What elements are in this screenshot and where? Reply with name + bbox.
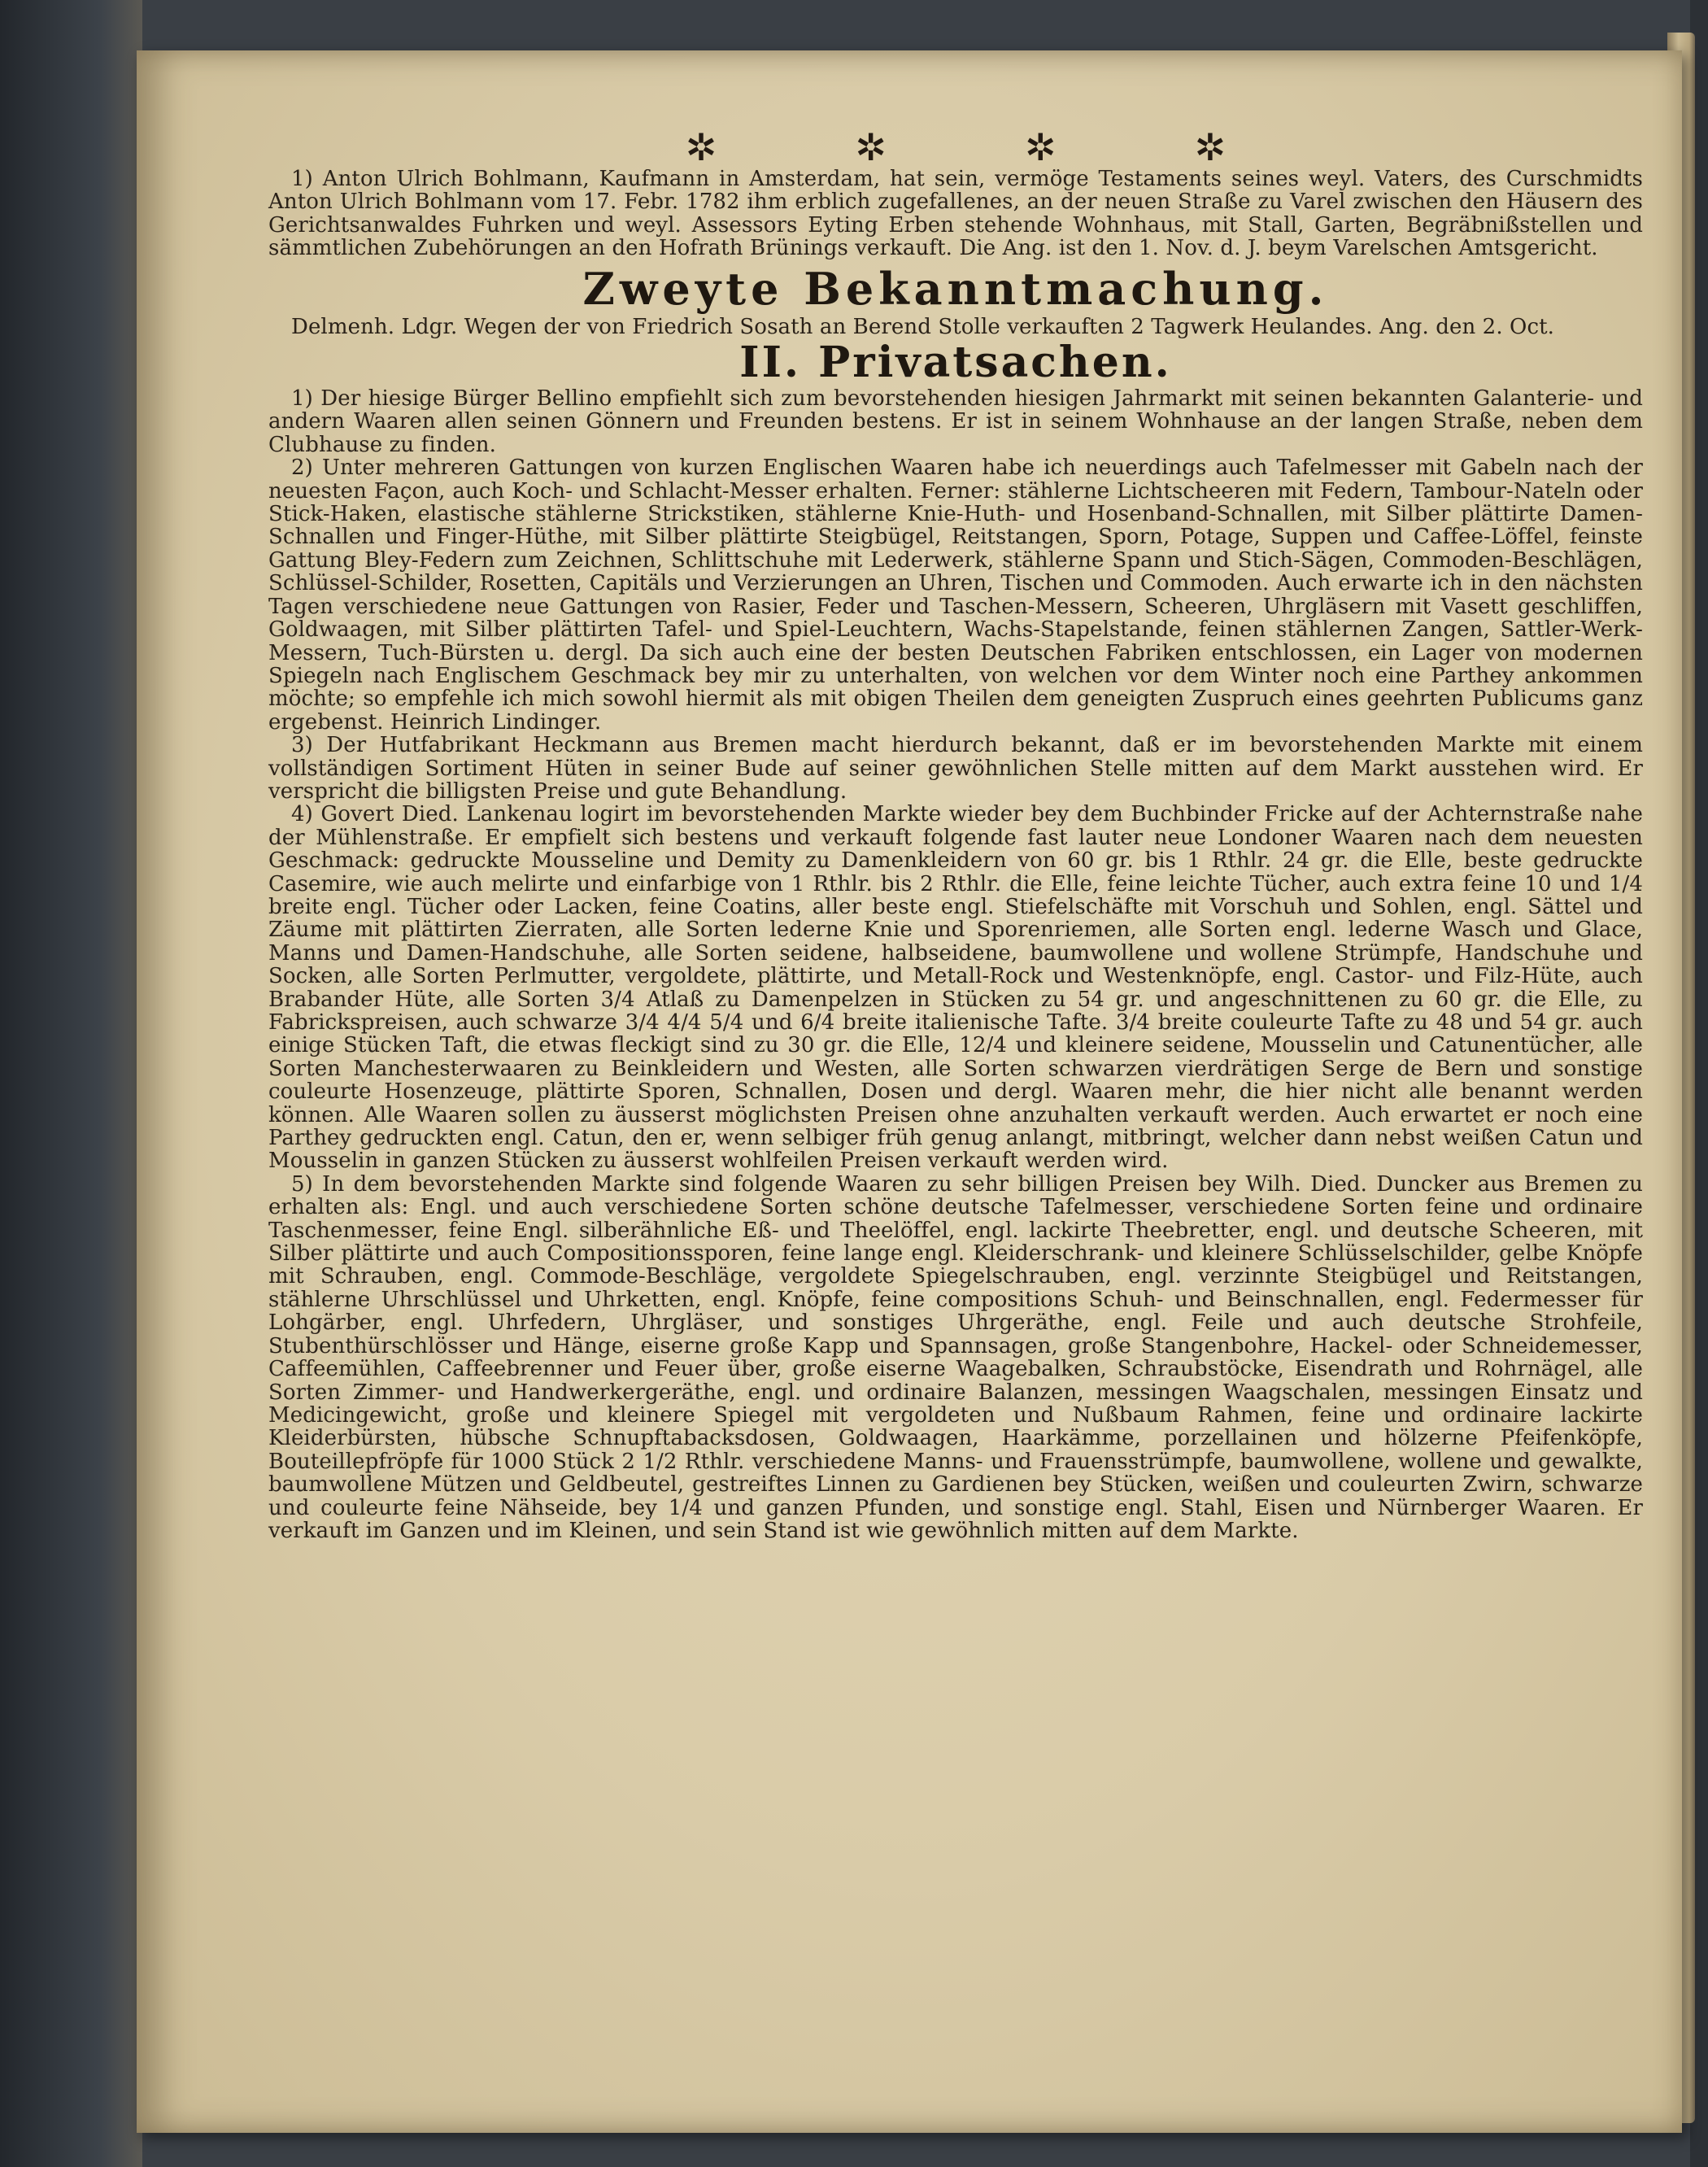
page-text xyxy=(268,125,1643,2091)
ornament-icon: ✲ xyxy=(685,125,717,169)
second-notice: Delmenh. Ldgr. Wegen der von Friedrich Sosath an Berend Stolle verkauften 2 Tagwerk Heulandes. Ang. den 2. Oct. xyxy=(291,314,1555,339)
heading-private-matters: II. Privatsachen. xyxy=(739,338,1172,388)
private-notice-1: 1) Der hiesige Bürger Bellino empfiehlt sich zum bevorstehenden hiesigen Jahrmarkt mit seinen bekannten Galanterie- und andern Waaren allen seinen Gönnern und Freunden bestens. Er ist in seinem Wohnhause an der langen Straße, neben dem Clubhause zu finden. xyxy=(268,386,1643,457)
private-notice-2: 2) Unter mehreren Gattungen von kurzen Englischen Waaren habe ich neuerdings auch Tafelmesser mit Gabeln nach der neuesten Façon, auch Koch- und Schlacht-Messer erhalten. Ferner: stählerne Lichtscheeren mit Federn, Tambour-Nateln oder Stick-Haken, elastische stählerne Strickstiken, stählerne Knie-Huth- und Hosenband-Schnallen, mit Silber plättirte Damen-Schnallen und Finger-Hüthe, mit Silber plättirte Steigbügel, Reitstangen, Sporn, Potage, Suppen und Caffee-Löffel, feinste Gattung Bley-Federn zum Zeichnen, Schlittschuhe mit Lederwerk, stählerne Spann und Stich-Sägen, Commoden-Beschlägen, Schlüssel-Schilder, Rosetten, Capitäls und Verzierungen an Uhren, Tischen und Commoden. Auch erwarte ich in den nächsten Tagen verschiedene neue Gattungen von Rasier, Feder und Taschen-Messern, Scheeren, Uhrgläsern mit Vasett geschliffen, Goldwaagen, mit Silber plättirten Tafel- und Spiel-Leuchtern, Wachs-Stapelstande, feinen stählernen Zangen, Sattler-Werk-Messern, Tuch-Bürsten u. dergl. Da sich auch eine der besten Deutschen Fabriken entschlossen, ein Lager von modernen Spiegeln nach Englischem Geschmack bey mir zu unterhalten, von welchen vor dem Winter noch eine Parthey ankommen möchte; so empfehle ich mich sowohl hiermit als mit obigen Theilen dem geneigten Zuspruch eines geehrten Publicums ganz ergebenst. Heinrich Lindinger. xyxy=(268,456,1643,735)
ornament-icon: ✲ xyxy=(855,125,887,169)
ornament-icon: ✲ xyxy=(1025,125,1057,169)
ornament-icon: ✲ xyxy=(1194,125,1227,169)
heading-second-announcement: Zweyte Bekanntmachung. xyxy=(582,262,1329,315)
private-notice-4: 4) Govert Died. Lankenau logirt im bevorstehenden Markte wieder bey dem Buchbinder Fricke auf der Achternstraße nahe der Mühlenstraße. Er empfielt sich bestens und verkauft folgende fast lauter neue Londoner Waaren nach dem neuesten Geschmack: gedruckte Mousseline und Demity zu Damenkleidern von 60 gr. bis 1 Rthlr. 24 gr. die Elle, beste gedruckte Casemire, wie auch melirte und einfarbige von 1 Rthlr. bis 2 Rthlr. die Elle, feine leichte Tücher, auch extra feine 10 und 1/4 breite engl. Tücher oder Lacken, feine Coatins, aller beste engl. Stiefelschäfte mit Vorschuh und Sohlen, engl. Sättel und Zäume mit plättirten Zierraten, alle Sorten lederne Knie und Sporenriemen, alle Sorten engl. lederne Wasch und Glace, Manns und Damen-Handschuhe, alle Sorten seidene, halbseidene, baumwollene und wollene Strümpfe, Handschuhe und Socken, alle Sorten Perlmutter, vergoldete, plättirte, und Metall-Rock und Westenknöpfe, engl. Castor- und Filz-Hüte, auch Brabander Hüte, alle Sorten 3/4 Atlaß zu Damenpelzen in Stücken zu 54 gr. und angeschnittenen zu 60 gr. die Elle, zu Fabrickspreisen, auch schwarze 3/4 4/4 5/4 und 6/4 breite italienische Tafte. 3/4 breite couleurte Tafte zu 48 und 54 gr. auch einige Stücken Taft, die etwas fleckigt sind zu 30 gr. die Elle, 12/4 und kleinere seidene, Mousselin und Catunentücher, alle Sorten Manchesterwaaren zu Beinkleidern und Westen, alle Sorten schwarzen vierdrätigen Serge de Bern und sonstige couleurte Hosenzeuge, plättirte Sporen, Schnallen, Dosen und dergl. Waaren mehr, die hier nicht alle benannt werden können. Alle Waaren sollen zu äusserst möglichsten Preisen ohne anzuhalten verkauft werden. Auch erwartet er noch eine Parthey gedruckten engl. Catun, den er, wenn selbiger früh genug anlangt, mitbringt, welcher dann nebst weißen Catun und Mousselin in ganzen Stücken zu äusserst wohlfeilen Preisen verkauft werden wird. xyxy=(268,802,1643,1174)
notice-1: 1) Anton Ulrich Bohlmann, Kaufmann in Amsterdam, hat sein, vermöge Testaments seines weyl. Vaters, des Curschmidts Anton Ulrich Bohlmann vom 17. Febr. 1782 ihm erblich zugefallenes, an der neuen Straße zu Varel zwischen den Häusern des Gerichtsanwaldes Fuhrken und weyl. Assessors Eyting Erben stehende Wohnhaus, mit Stall, Garten, Begräbnißstellen und sämmtlichen Zubehörungen an den Hofrath Brünings verkauft. Die Ang. ist den 1. Nov. d. J. beym Varelschen Amtsgericht. xyxy=(268,167,1643,261)
private-notice-3: 3) Der Hutfabrikant Heckmann aus Bremen macht hierdurch bekannt, daß er im bevorstehenden Markte mit einem vollständigen Sortiment Hüten in seiner Bude auf seiner gewöhnlichen Stelle mitten auf dem Markt ausstehen wird. Er verspricht die billigsten Preise und gute Behandlung. xyxy=(268,733,1643,804)
private-notice-5: 5) In dem bevorstehenden Markte sind folgende Waaren zu sehr billigen Preisen bey Wilh. Died. Duncker aus Bremen zu erhalten als: Engl. und auch verschiedene Sorten schöne deutsche Tafelmesser, verschiedene Sorten feine und ordinaire Taschenmesser, feine Engl. silberähnliche Eß- und Theelöffel, engl. lackirte Theebretter, engl. und deutsche Scheeren, mit Silber plättirte und auch Compositionssporen, feine lange engl. Kleiderschrank- und kleinere Schlüsselschilder, gelbe Knöpfe mit Schrauben, engl. Commode-Beschläge, vergoldete Spiegelschrauben, engl. verzinnte Steigbügel und Reitstangen, stählerne Uhrschlüssel und Uhrketten, engl. Knöpfe, feine compositions Schuh- und Beinschnallen, engl. Federmesser für Lohgärber, engl. Uhrfedern, Uhrgläser, und sonstiges Uhrgeräthe, engl. Feile und auch deutsche Strohfeile, Stubenthürschlösser und Hänge, eiserne große Kapp und Spannsagen, große Stangenbohre, Hackel- oder Schneidemesser, Caffeemühlen, Caffeebrenner und Feuer über, große eiserne Waagebalken, Schraubstöcke, Eisendrath und Rohrnägel, alle Sorten Zimmer- und Handwerkergeräthe, engl. und ordinaire Balanzen, messingen Waagschalen, messingen Einsatz und Medicingewicht, große und kleinere Spiegel mit vergoldeten und Nußbaum Rahmen, feine und ordinaire lackirte Kleiderbürsten, hübsche Schnupftabacksdosen, Goldwaagen, Haarkämme, porzellainen und hölzerne Pfeifenköpfe, Bouteillepfröpfe für 1000 Stück 2 1/2 Rthlr. verschiedene Manns- und Frauensstrümpfe, baumwollene, wollene und gewalkte, baumwollene Mützen und Geldbeutel, gestreiftes Linnen zu Gardienen bey Stücken, weißen und couleurten Zwirn, schwarze und couleurte feine Nähseide, bey 1/4 und ganzen Pfunden, und sonstige engl. Stahl, Eisen und Nürnberger Waaren. Er verkauft im Ganzen und im Kleinen, und sein Stand ist wie gewöhnlich mitten auf dem Markte. xyxy=(268,1171,1643,1543)
ornament-row xyxy=(268,125,1643,169)
background-left xyxy=(0,0,142,2167)
